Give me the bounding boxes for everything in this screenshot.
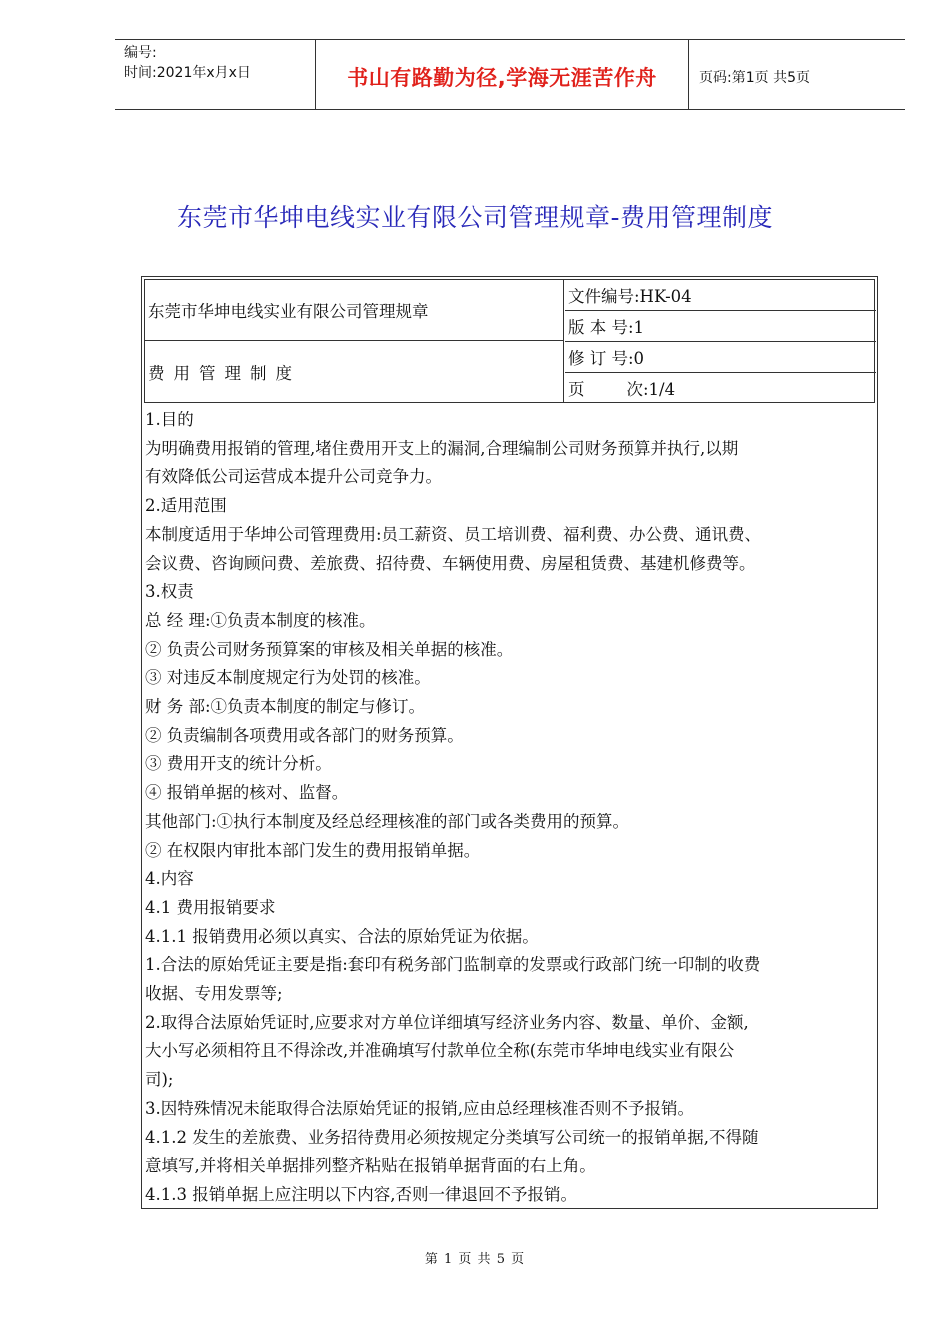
meta-table xyxy=(144,279,875,403)
file-no-cell: 文件编号:HK-04 xyxy=(565,280,876,311)
body-line: 4.1 费用报销要求 xyxy=(145,897,276,917)
body-line: 3.权责 xyxy=(145,582,194,602)
document-body xyxy=(144,406,875,1210)
body-line: 2.取得合法原始凭证时,应要求对方单位详细填写经济业务内容、数量、单价、金额, xyxy=(145,1012,749,1032)
page-footer: 第 1 页 共 5 页 xyxy=(424,1252,526,1267)
header-info-cell xyxy=(115,40,316,109)
body-line: 司); xyxy=(145,1070,174,1090)
page-header xyxy=(115,39,905,110)
body-line: 本制度适用于华坤公司管理费用:员工薪资、员工培训费、福利费、办公费、通讯费、 xyxy=(145,524,762,544)
body-line: ③ 对违反本制度规定行为处罚的核准。 xyxy=(145,668,431,688)
doc-name-cell: 费用管理制度 xyxy=(145,341,564,402)
body-line: 4.内容 xyxy=(145,869,194,889)
body-line: 会议费、咨询顾问费、差旅费、招待费、车辆使用费、房屋租赁费、基建机修费等。 xyxy=(145,553,756,573)
body-line: ② 负责编制各项费用或各部门的财务预算。 xyxy=(145,725,464,745)
body-line: 收据、专用发票等; xyxy=(145,984,283,1004)
version-cell: 版 本 号:1 xyxy=(565,311,876,342)
document-table xyxy=(141,276,878,1209)
header-motto: 书山有路勤为径,学海无涯苦作舟 xyxy=(316,40,689,109)
header-page-info: 页码:第1页 共5页 xyxy=(699,69,810,86)
body-line: ③ 费用开支的统计分析。 xyxy=(145,754,332,774)
body-line: 财 务 部:①负责本制度的制定与修订。 xyxy=(145,697,426,717)
body-line: 意填写,并将相关单据排列整齐粘贴在报销单据背面的右上角。 xyxy=(145,1156,596,1176)
page-cell: 页 次:1/4 xyxy=(568,379,676,399)
number-label: 编号: xyxy=(124,45,157,61)
body-line: 4.1.1 报销费用必须以真实、合法的原始凭证为依据。 xyxy=(145,926,539,946)
body-line: 2.适用范围 xyxy=(145,496,227,516)
body-line: 为明确费用报销的管理,堵住费用开支上的漏洞,合理编制公司财务预算并执行,以期 xyxy=(145,438,739,458)
body-line: 其他部门:①执行本制度及经总经理核准的部门或各类费用的预算。 xyxy=(145,811,630,831)
revision-cell: 修 订 号:0 xyxy=(565,342,876,373)
body-line: ④ 报销单据的核对、监督。 xyxy=(145,783,349,803)
body-line: 4.1.2 发生的差旅费、业务招待费用必须按规定分类填写公司统一的报销单据,不得随 xyxy=(145,1127,759,1147)
document-title: 东莞市华坤电线实业有限公司管理规章-费用管理制度 xyxy=(176,203,774,232)
body-line: 1.合法的原始凭证主要是指:套印有税务部门监制章的发票或行政部门统一印制的收费 xyxy=(145,955,761,975)
body-line: 总 经 理:①负责本制度的核准。 xyxy=(145,610,376,630)
body-line: ② 负责公司财务预算案的审核及相关单据的核准。 xyxy=(145,639,514,659)
body-line: ② 在权限内审批本部门发生的费用报销单据。 xyxy=(145,840,481,860)
body-line: 3.因特殊情况未能取得合法原始凭证的报销,应由总经理核准否则不予报销。 xyxy=(145,1098,694,1118)
body-line: 有效降低公司运营成本提升公司竞争力。 xyxy=(145,467,442,487)
body-line: 1.目的 xyxy=(145,410,194,429)
company-rules-cell: 东莞市华坤电线实业有限公司管理规章 xyxy=(145,280,564,341)
body-line: 大小写必须相符且不得涂改,并准确填写付款单位全称(东莞市华坤电线实业有限公 xyxy=(145,1041,735,1061)
body-line: 4.1.3 报销单据上应注明以下内容,否则一律退回不予报销。 xyxy=(145,1184,577,1204)
time-label: 时间:2021年x月x日 xyxy=(124,65,251,81)
